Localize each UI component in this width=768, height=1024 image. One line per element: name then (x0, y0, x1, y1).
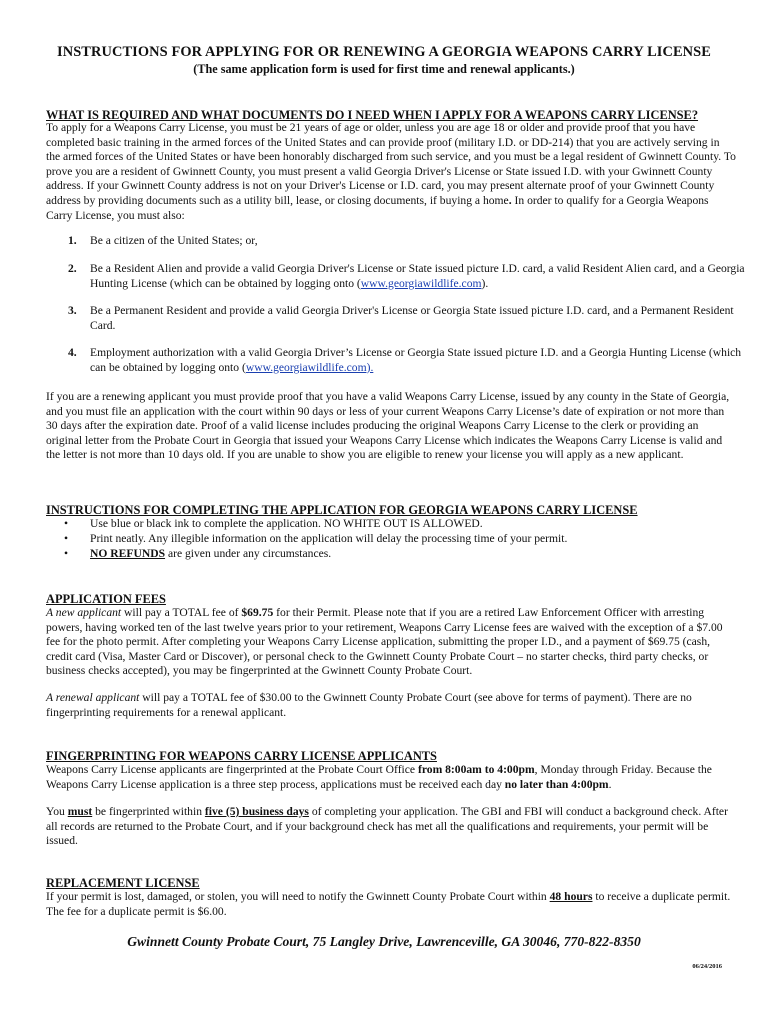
footer-address: Gwinnett County Probate Court, 75 Langley Drive, Lawrenceville, GA 30046, 770-822-8350 (127, 934, 641, 949)
list-number: 1. (68, 234, 77, 247)
fp-text: of completing your application. The GBI and FBI will conduct a background check. After all records are returned to the Probate Court, and if your background check has met all the qualifications and requirements, your permit will be issued. (46, 805, 728, 848)
bullet-item (64, 547, 724, 562)
renewal-applicant-label: A renewal applicant (46, 691, 140, 704)
replacement-text-end: to receive a duplicate permit. The fee for a duplicate permit is $6.00. (46, 890, 731, 918)
fee-text-continued: for their Permit. Please note that if you are a retired Law Enforcement Officer with arresting powers, having worked ten of the last twelve years prior to your retirement, Weapons Carry License fees are waived with the exception of a $7.00 fee for the photo permit. After completing your Weapons Carry License application, submitting the proper I.D., and a payment of $69.75 (cash, credit card (Visa, Master Card or Discover), or personal check to the Gwinnett County Probate Court – no starter checks, third party checks, or business checks accepted), you may be fingerprinted at the Gwinnett County Probate Court. (46, 606, 723, 678)
new-applicant-paragraph (46, 606, 736, 679)
document-subtitle: (The same application form is used for first time and renewal applicants.) (193, 62, 575, 76)
bullet-text: Print neatly. Any illegible information on the application will delay the processing time of your permit. (90, 531, 568, 545)
revision-date: 06/24/2016 (692, 963, 722, 970)
replacement-text: If your permit is lost, damaged, or stolen, you will need to notify the Gwinnett County Probate Court within (46, 890, 550, 903)
renewal-fee-text: will pay a TOTAL fee of $30.00 to the Gwinnett County Probate Court (see above for terms of payment). There are no fingerprinting requirements for a renewal applicant. (46, 691, 692, 719)
list-number: 4. (68, 346, 77, 359)
fingerprinting-paragraph-1 (46, 763, 736, 792)
new-applicant-label: A new applicant (46, 606, 122, 619)
fp-hours: from 8:00am to 4:00pm (417, 763, 535, 776)
fees-heading: APPLICATION FEES (46, 592, 166, 606)
list-item (68, 234, 750, 249)
instructions-heading: INSTRUCTIONS FOR COMPLETING THE APPLICATION FOR GEORGIA WEAPONS CARRY LICENSE (46, 503, 638, 517)
georgiawildlife-link[interactable]: www.georgiawildlife.com (360, 276, 482, 290)
requirements-intro-text: To apply for a Weapons Carry License, you must be 21 years of age or older, unless you are age 18 or older and provide proof that you have completed basic training in the armed forces of the United States and can provide proof (military I.D. or DD-214) that you are actively serving in the armed forces of the United States or have been honorably discharged from such service, and you must be a legal resident of Gwinnett County. To prove you are a resident of Gwinnett County, you must present a valid Georgia Driver's License or State issued I.D. with your Gwinnett County address. If your Gwinnett County address is not on your Driver's License or I.D. card, you may present alternate proof of your Gwinnett County address by providing documents such as a utility bill, lease, or closing documents, if buying a home (46, 121, 736, 207)
list-item-text: Employment authorization with a valid Georgia Driver’s License or Georgia State issued picture I.D. and a Georgia Hunting License (which can be obtained by logging onto ( (90, 346, 742, 374)
bullet-item (64, 517, 724, 532)
list-item-text: Be a Resident Alien and provide a valid Georgia Driver's License or State issued picture I.D. card, a valid Resident Alien card, and a Georgia Hunting License (which can be obtained by logging onto ( (90, 262, 745, 290)
bullet-glyph: • (64, 517, 69, 530)
bullet-text: are given under any circumstances. (165, 546, 332, 560)
list-number: 2. (68, 262, 77, 275)
replacement-heading: REPLACEMENT LICENSE (46, 876, 200, 890)
fp-days: five (5) business days (204, 805, 309, 818)
fp-text: , Monday through Friday. Because the Weapons Carry License application is a three step process, applications must be received each day (46, 763, 712, 791)
renewal-paragraph: If you are a renewing applicant you must provide proof that you have a valid Weapons Carry License, issued by any county in the State of Georgia, and you must file an application with the court within 90 days or less of your current Weapons Carry License’s date of expiration or not more than 30 days after the expiration date. Proof of a valid license includes producing the original Weapons Carry License to the clerk or providing an original letter from the Probate Court in Georgia that issued your Weapons Carry License which indicates the Weapons Carry License is valid and the letter is not more than 10 days old. If you are unable to show you are eligible to renew your license you will apply as a new applicant. (46, 390, 730, 462)
fp-deadline: no later than 4:00pm (504, 777, 609, 791)
list-item (68, 262, 750, 291)
instructions-bullets (64, 517, 724, 561)
list-number: 3. (68, 304, 77, 317)
fingerprinting-heading: FINGERPRINTING FOR WEAPONS CARRY LICENSE APPLICANTS (46, 749, 437, 763)
bullet-glyph: • (64, 531, 69, 545)
fee-text: will pay a TOTAL fee of (121, 606, 242, 619)
renewal-applicant-paragraph (46, 691, 736, 720)
fingerprinting-paragraph-2 (46, 805, 736, 849)
list-item-text: Be a citizen of the United States; or, (90, 234, 258, 247)
georgiawildlife-link[interactable]: www.georgiawildlife.com). (245, 360, 374, 374)
bullet-text: Use blue or black ink to complete the application. NO WHITE OUT IS ALLOWED. (90, 517, 483, 530)
requirements-heading: WHAT IS REQUIRED AND WHAT DOCUMENTS DO I NEED WHEN I APPLY FOR A WEAPONS CARRY LICENSE? (46, 108, 699, 122)
list-item-text: Be a Permanent Resident and provide a valid Georgia Driver's License or Georgia State issued picture I.D. card, and a Permanent Resident Card. (90, 304, 734, 332)
fp-text: You (46, 805, 68, 818)
fp-text: be fingerprinted within (92, 805, 205, 818)
requirements-intro (46, 121, 736, 223)
list-item (68, 304, 750, 333)
bullet-glyph: • (64, 546, 69, 560)
fee-amount: $69.75 (241, 606, 274, 619)
fp-text: . (608, 777, 612, 791)
list-item-text-end: ). (481, 276, 489, 290)
list-item (68, 346, 750, 375)
replacement-paragraph (46, 890, 736, 919)
replacement-hours: 48 hours (549, 890, 593, 903)
requirements-intro-period: . (508, 193, 512, 207)
document-title: INSTRUCTIONS FOR APPLYING FOR OR RENEWING A GEORGIA WEAPONS CARRY LICENSE (57, 44, 711, 60)
fp-must: must (67, 805, 93, 818)
fp-text: Weapons Carry License applicants are fingerprinted at the Probate Court Office (46, 763, 418, 776)
no-refunds-text: NO REFUNDS (90, 546, 166, 560)
bullet-item (64, 532, 724, 547)
requirements-intro-qualify: In order to qualify for a Georgia Weapons Carry License, you must also: (46, 193, 709, 222)
